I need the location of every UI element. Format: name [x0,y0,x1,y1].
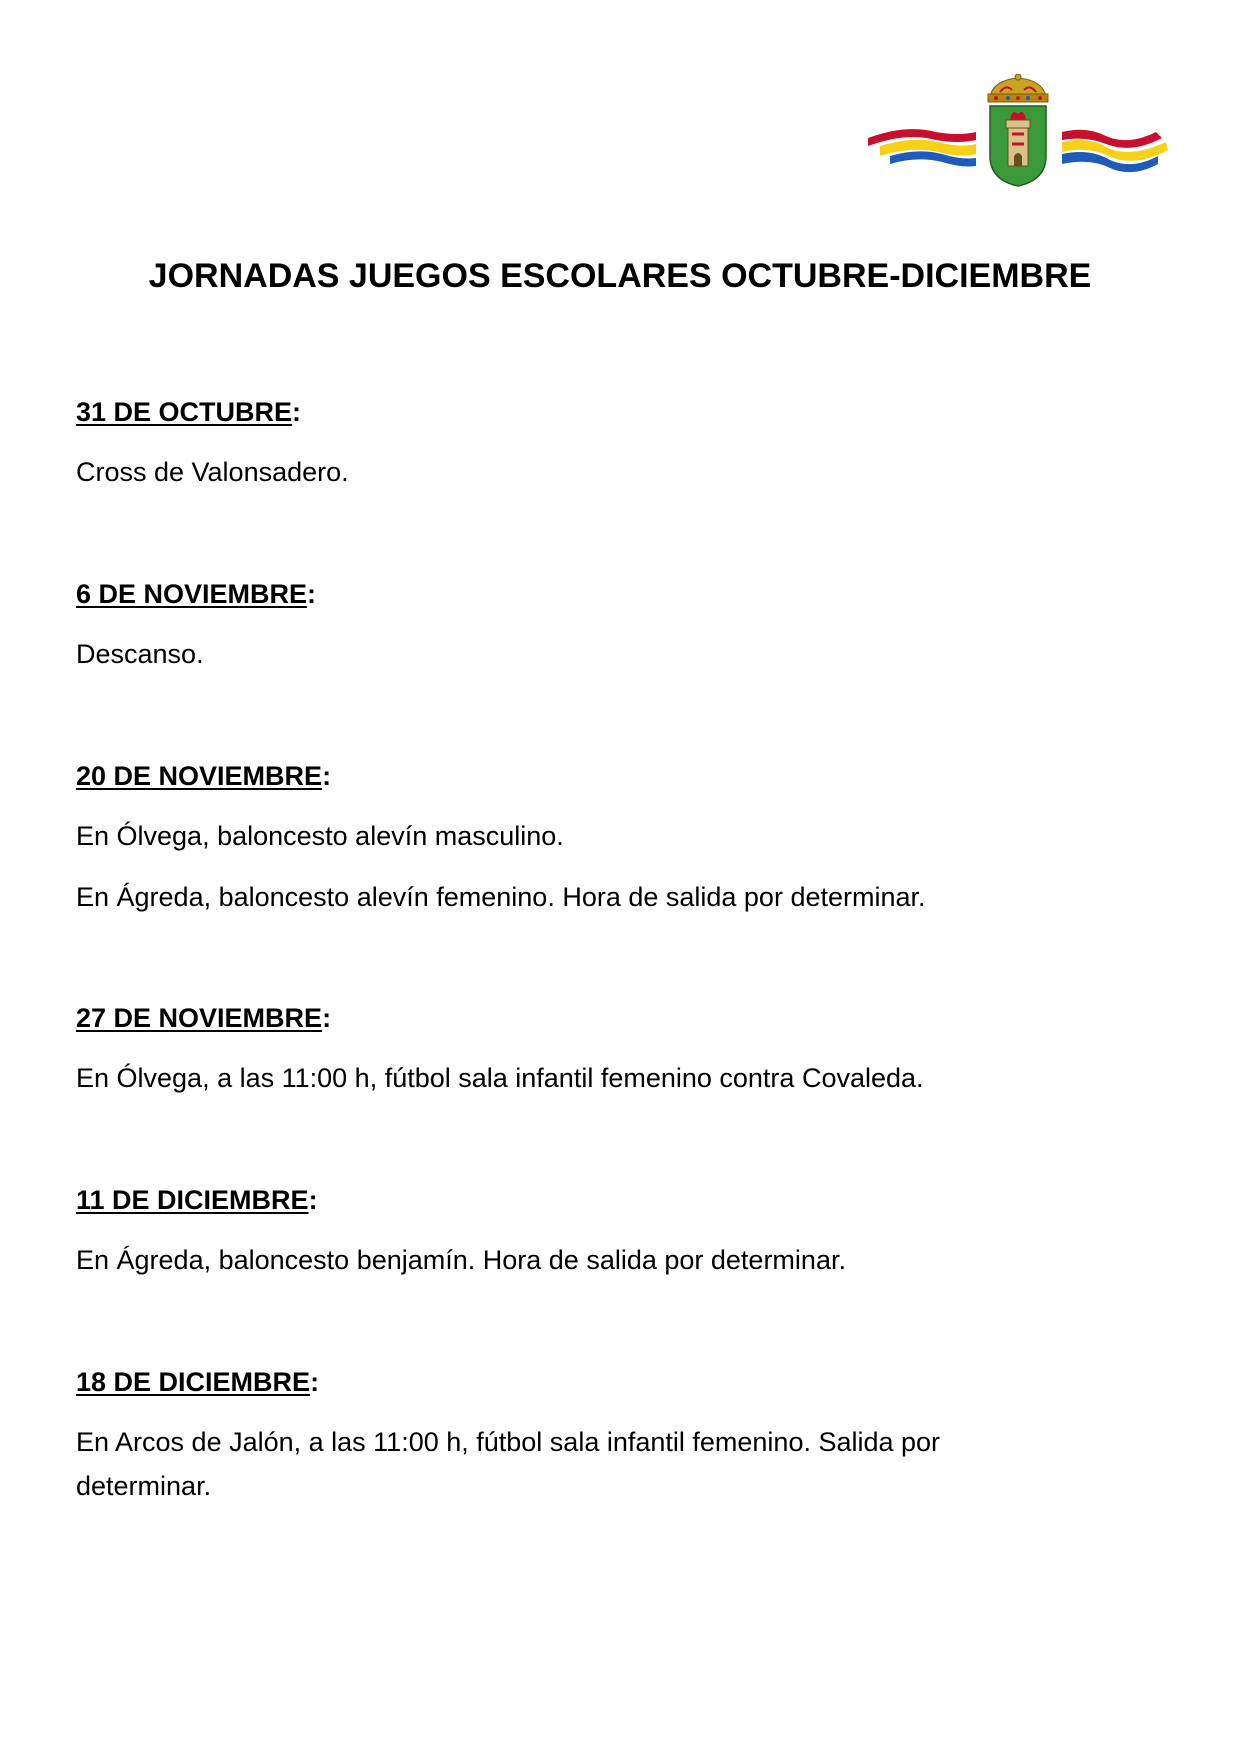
crown-icon [988,74,1048,102]
schedule-entry-nov-6 [76,574,1076,676]
ribbon-left-icon [868,129,976,166]
entry-line: En Ágreda, baloncesto benjamín. Hora de salida por determinar. [76,1245,846,1275]
page-title: JORNADAS JUEGOS ESCOLARES OCTUBRE-DICIEMBRE [148,257,1092,295]
shield-icon [990,106,1046,186]
entry-line: determinar. [76,1471,212,1501]
schedule-entry-dec-18 [76,1362,1076,1508]
entry-line: En Arcos de Jalón, a las 11:00 h, fútbol sala infantil femenino. Salida por [76,1427,941,1457]
entry-line: Descanso. [76,639,204,669]
entry-line: En Ólvega, baloncesto alevín masculino. [76,821,564,851]
entry-date: 18 DE DICIEMBRE: [76,1367,320,1397]
schedule-entry-nov-20 [76,756,1076,919]
entry-date: 31 DE OCTUBRE: [76,397,302,427]
coat-of-arms-logo-icon [866,74,1170,190]
ribbon-right-icon [1062,130,1168,172]
entry-line: Cross de Valonsadero. [76,457,349,487]
entry-date: 11 DE DICIEMBRE: [76,1185,318,1215]
schedule-entry-oct-31 [76,392,1076,494]
entry-line: En Ólvega, a las 11:00 h, fútbol sala infantil femenino contra Covaleda. [76,1063,924,1093]
schedule-entry-nov-27 [76,998,1076,1100]
schedule-entry-dec-11 [76,1180,1076,1282]
entry-line: En Ágreda, baloncesto alevín femenino. Hora de salida por determinar. [76,882,926,912]
entry-date: 20 DE NOVIEMBRE: [76,761,332,791]
entry-date: 6 DE NOVIEMBRE: [76,579,317,609]
entry-date: 27 DE NOVIEMBRE: [76,1003,332,1033]
